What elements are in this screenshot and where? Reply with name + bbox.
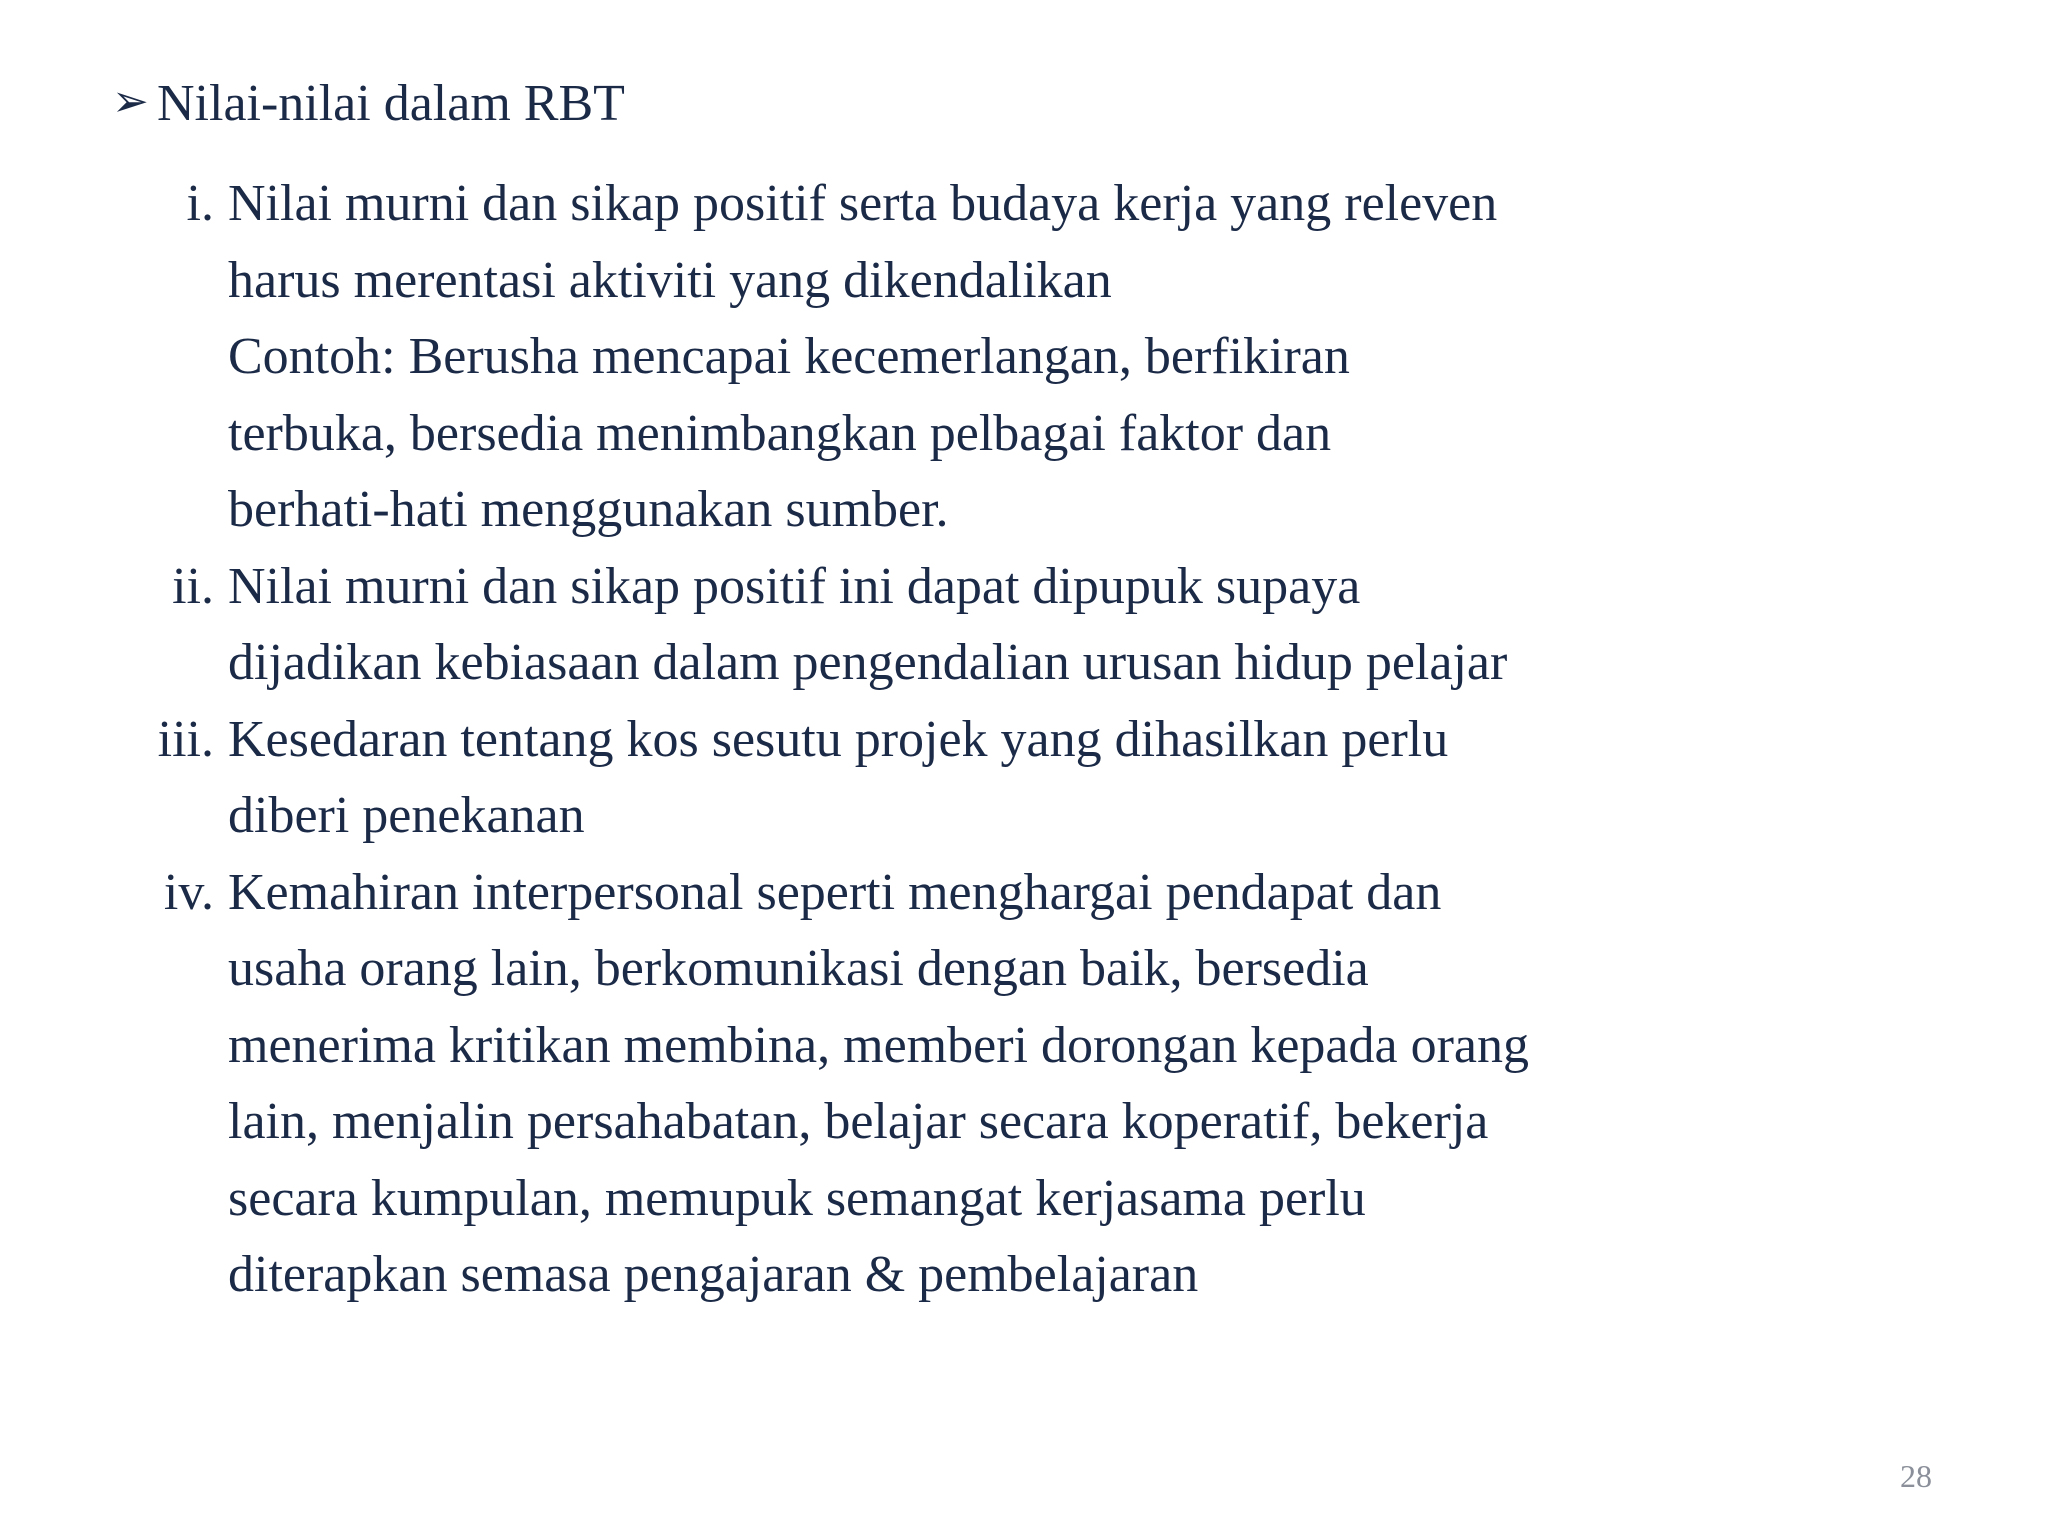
heading-text: Nilai-nilai dalam RBT [157,75,625,132]
item-line: terbuka, bersedia menimbangkan pelbagai faktor dan [228,404,1332,462]
slide-heading [112,62,625,144]
list-item-iv [0,855,2048,1314]
item-line: Kemahiran interpersonal seperti menghargai pendapat dan [228,863,1442,921]
item-line: berhati-hati menggunakan sumber. [228,481,949,538]
item-line: Nilai murni dan sikap positif serta budaya kerja yang releven [228,175,1498,232]
item-number: ii. [172,557,214,615]
item-number: iv. [163,863,214,921]
item-line: menerima kritikan membina, memberi dorongan kepada orang [228,1016,1529,1074]
page-number: 28 [1900,1458,1932,1494]
arrow-bullet-icon: ➢ [112,77,149,126]
item-line: diberi penekanan [228,787,585,844]
item-line: lain, menjalin persahabatan, belajar secara koperatif, bekerja [228,1093,1489,1150]
item-line: secara kumpulan, memupuk semangat kerjasama perlu [228,1169,1366,1227]
item-line: Kesedaran tentang kos sesutu projek yang dihasilkan perlu [228,710,1449,768]
item-line: Nilai murni dan sikap positif ini dapat dipupuk supaya [228,557,1361,615]
item-line: dijadikan kebiasaan dalam pengendalian urusan hidup pelajar [228,634,1508,691]
item-number: i. [186,175,214,232]
item-line: Contoh: Berusha mencapai kecemerlangan, berfikiran [228,328,1350,385]
list-item-iii [0,702,2048,855]
item-line: diterapkan semasa pengajaran & pembelajaran [228,1246,1199,1303]
list-item-i [0,166,2048,549]
numbered-list [0,166,2048,1314]
item-number: iii. [157,710,214,768]
item-line: usaha orang lain, berkomunikasi dengan baik, bersedia [228,940,1369,997]
item-line: harus merentasi aktiviti yang dikendalikan [228,251,1112,309]
list-item-ii [0,549,2048,702]
